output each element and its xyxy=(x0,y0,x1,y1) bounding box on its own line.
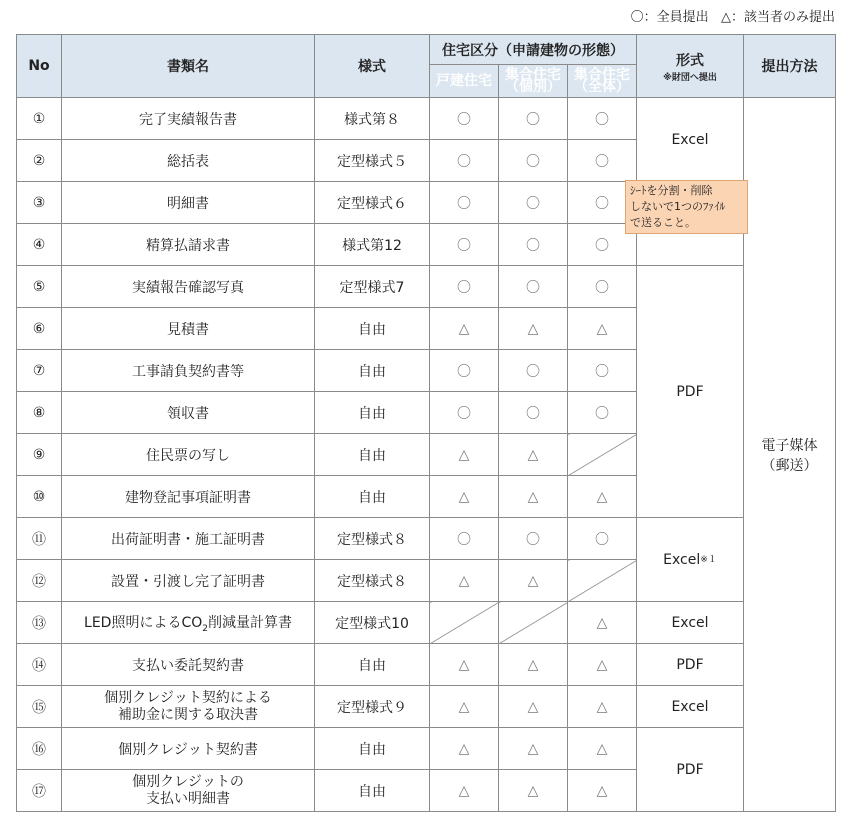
table-row xyxy=(17,266,836,308)
table-row xyxy=(17,518,836,560)
row-style: 自由 xyxy=(315,728,430,770)
row-mark: △ xyxy=(430,560,499,602)
row-mark: 〇 xyxy=(499,518,568,560)
row-mark: △ xyxy=(499,728,568,770)
row-mark: 〇 xyxy=(568,518,637,560)
row-mark: 〇 xyxy=(430,182,499,224)
row-style: 様式第12 xyxy=(315,224,430,266)
row-mark: △ xyxy=(499,434,568,476)
row-no: ⑥ xyxy=(17,308,62,350)
row-style: 自由 xyxy=(315,308,430,350)
row-name: 完了実績報告書 xyxy=(62,98,315,140)
row-style: 自由 xyxy=(315,392,430,434)
row-mark: 〇 xyxy=(499,392,568,434)
row-mark: 〇 xyxy=(499,140,568,182)
table-row xyxy=(17,728,836,770)
header-multi-individual-b: （個別） xyxy=(505,79,561,95)
header-detached-house: 戸建住宅 xyxy=(430,65,499,98)
row-mark: 〇 xyxy=(430,98,499,140)
row-mark: △ xyxy=(499,308,568,350)
row-no: ⑮ xyxy=(17,686,62,728)
row-mark: 〇 xyxy=(499,266,568,308)
row-no: ④ xyxy=(17,224,62,266)
row-no: ⑰ xyxy=(17,770,62,812)
row-name: 実績報告確認写真 xyxy=(62,266,315,308)
row-name: 精算払請求書 xyxy=(62,224,315,266)
not-applicable-cell xyxy=(499,602,568,644)
not-applicable-cell xyxy=(568,434,637,476)
row-no: ⑦ xyxy=(17,350,62,392)
row-no: ⑤ xyxy=(17,266,62,308)
row-no: ⑧ xyxy=(17,392,62,434)
excel-note-callout xyxy=(625,180,748,234)
row-name: 見積書 xyxy=(62,308,315,350)
format-excel-2 xyxy=(637,518,744,602)
row-mark: △ xyxy=(430,686,499,728)
row-mark: 〇 xyxy=(568,140,637,182)
row-mark: 〇 xyxy=(499,98,568,140)
row-mark: 〇 xyxy=(430,518,499,560)
header-multi-individual-a: 集合住宅 xyxy=(505,67,561,83)
row-mark: 〇 xyxy=(568,224,637,266)
row-mark: 〇 xyxy=(568,392,637,434)
row-no: ② xyxy=(17,140,62,182)
row-mark: 〇 xyxy=(430,266,499,308)
row-no: ⑭ xyxy=(17,644,62,686)
row-name: 出荷証明書・施工証明書 xyxy=(62,518,315,560)
legend xyxy=(631,6,835,25)
row-mark: △ xyxy=(430,728,499,770)
row-mark: △ xyxy=(430,434,499,476)
row-mark: △ xyxy=(499,770,568,812)
row-name-line1: 個別クレジット契約による xyxy=(104,689,272,706)
row-no: ⑩ xyxy=(17,476,62,518)
row-mark: 〇 xyxy=(430,224,499,266)
row-mark: △ xyxy=(568,602,637,644)
documents-table xyxy=(16,34,836,812)
row-style: 自由 xyxy=(315,476,430,518)
row-style: 定型様式９ xyxy=(315,686,430,728)
method-line1: 電子媒体 xyxy=(761,437,818,454)
row-name-line1: 個別クレジットの xyxy=(132,773,244,790)
row-mark: △ xyxy=(568,728,637,770)
row-name: 設置・引渡し完了証明書 xyxy=(62,560,315,602)
row-mark: △ xyxy=(568,308,637,350)
row-no: ① xyxy=(17,98,62,140)
header-no: No xyxy=(17,35,62,98)
row-mark: 〇 xyxy=(499,224,568,266)
callout-line1: ｼｰﾄを分割・削除 xyxy=(630,184,713,197)
header-method: 提出方法 xyxy=(744,35,836,98)
row-mark: 〇 xyxy=(568,350,637,392)
row-style: 定型様式7 xyxy=(315,266,430,308)
row-name xyxy=(62,770,315,812)
table-row xyxy=(17,644,836,686)
format-excel-2-note: ※１ xyxy=(700,554,717,565)
format-excel-1-label: Excel xyxy=(671,131,709,148)
table-row xyxy=(17,686,836,728)
header-style: 様式 xyxy=(315,35,430,98)
format-pdf-3: PDF xyxy=(637,728,744,812)
table-row xyxy=(17,98,836,140)
row-name: 明細書 xyxy=(62,182,315,224)
row-mark: △ xyxy=(430,476,499,518)
row-mark: △ xyxy=(499,686,568,728)
row-style: 定型様式８ xyxy=(315,560,430,602)
row-no: ⑫ xyxy=(17,560,62,602)
row-name: 支払い委託契約書 xyxy=(62,644,315,686)
row-no: ⑪ xyxy=(17,518,62,560)
row-mark: 〇 xyxy=(499,350,568,392)
format-excel-4: Excel xyxy=(637,686,744,728)
row-mark: 〇 xyxy=(430,140,499,182)
header-multi-whole xyxy=(568,65,637,98)
legend-circle: 〇：全員提出 xyxy=(630,10,709,25)
row-name xyxy=(62,686,315,728)
row-no: ③ xyxy=(17,182,62,224)
row-no: ⑨ xyxy=(17,434,62,476)
row-name-line2: 補助金に関する取決書 xyxy=(118,706,258,723)
header-multi-whole-b: （全体） xyxy=(574,79,630,95)
header-format-label: 形式 xyxy=(676,52,704,69)
row-style: 自由 xyxy=(315,434,430,476)
row-name-line2: 支払い明細書 xyxy=(146,790,230,807)
row-mark: △ xyxy=(499,644,568,686)
row-style: 定型様式６ xyxy=(315,182,430,224)
row-style: 定型様式８ xyxy=(315,518,430,560)
row-name-b: 削減量計算書 xyxy=(207,614,292,631)
row-style: 自由 xyxy=(315,350,430,392)
header-category: 住宅区分（申請建物の形態） xyxy=(430,35,637,65)
row-mark: 〇 xyxy=(568,98,637,140)
header-multi-individual xyxy=(499,65,568,98)
row-mark: 〇 xyxy=(430,392,499,434)
row-style: 自由 xyxy=(315,770,430,812)
row-no: ⑬ xyxy=(17,602,62,644)
row-mark: 〇 xyxy=(499,182,568,224)
row-mark: 〇 xyxy=(568,266,637,308)
method-cell xyxy=(744,98,836,812)
row-mark: △ xyxy=(568,686,637,728)
row-no: ⑯ xyxy=(17,728,62,770)
row-mark: 〇 xyxy=(430,350,499,392)
row-mark: △ xyxy=(568,770,637,812)
callout-line3: で送ること。 xyxy=(630,216,696,229)
format-excel-2-label: Excel xyxy=(663,551,701,568)
row-name: 総括表 xyxy=(62,140,315,182)
row-style: 自由 xyxy=(315,644,430,686)
row-name: 住民票の写し xyxy=(62,434,315,476)
row-name: 個別クレジット契約書 xyxy=(62,728,315,770)
header-format-note: ※財団へ提出 xyxy=(663,72,717,83)
row-mark: △ xyxy=(499,560,568,602)
row-mark: △ xyxy=(430,308,499,350)
row-mark: △ xyxy=(568,644,637,686)
table-row xyxy=(17,602,836,644)
row-name xyxy=(62,602,315,644)
row-style: 様式第８ xyxy=(315,98,430,140)
row-name: 建物登記事項証明書 xyxy=(62,476,315,518)
method-line2: （郵送） xyxy=(761,457,818,474)
not-applicable-cell xyxy=(568,560,637,602)
row-name-a: LED照明によるCO xyxy=(84,614,203,631)
header-document-name: 書類名 xyxy=(62,35,315,98)
row-mark: △ xyxy=(430,770,499,812)
row-name: 工事請負契約書等 xyxy=(62,350,315,392)
row-style: 定型様式５ xyxy=(315,140,430,182)
row-mark: △ xyxy=(499,476,568,518)
row-name: 領収書 xyxy=(62,392,315,434)
row-name-sub: 2 xyxy=(202,623,208,634)
row-style: 定型様式10 xyxy=(315,602,430,644)
format-pdf-1: PDF xyxy=(637,266,744,518)
legend-triangle: △：該当者のみ提出 xyxy=(721,10,835,25)
row-mark: 〇 xyxy=(568,182,637,224)
not-applicable-cell xyxy=(430,602,499,644)
callout-line2: しないで1つのﾌｧｲﾙ xyxy=(630,200,725,213)
row-mark: △ xyxy=(430,644,499,686)
row-mark: △ xyxy=(568,476,637,518)
format-pdf-2: PDF xyxy=(637,644,744,686)
header-format xyxy=(637,35,744,98)
header-multi-whole-a: 集合住宅 xyxy=(574,67,630,83)
format-excel-3: Excel xyxy=(637,602,744,644)
